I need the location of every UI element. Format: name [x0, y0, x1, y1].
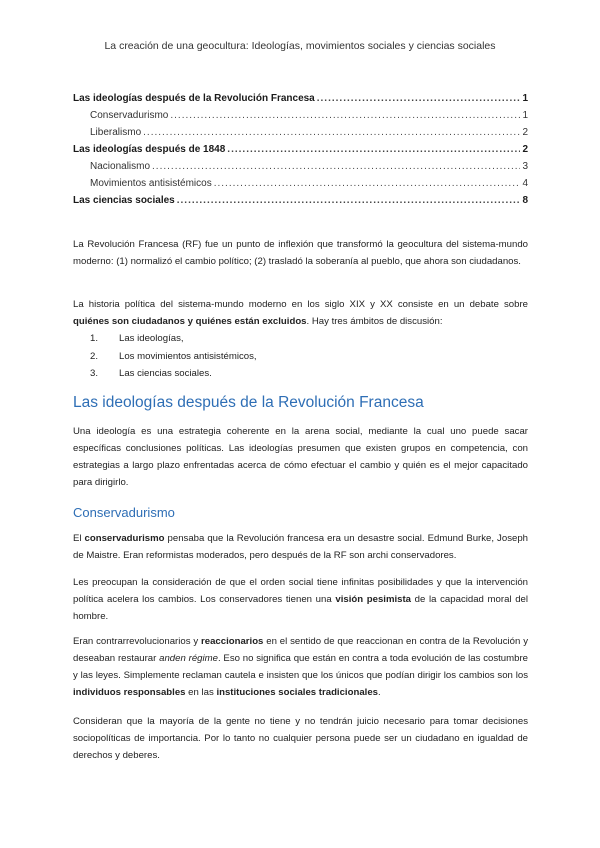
table-of-contents — [73, 93, 528, 212]
emphasis-text: conservadurismo — [84, 533, 165, 544]
list-item — [73, 330, 528, 348]
emphasis-text: visión pesimista — [335, 594, 412, 605]
toc-entry-page: 2 — [522, 127, 528, 138]
list-item — [73, 365, 528, 383]
list-item-text: Los movimientos antisistémicos, — [119, 350, 257, 362]
running-header: La creación de una geocultura: Ideologías, movimientos sociales y ciencias sociales — [104, 40, 496, 52]
emphasis-text: instituciones sociales tradicionales — [216, 687, 378, 698]
text-run: Eran contrarrevolucionarios y — [73, 636, 201, 647]
conservadurismo-paragraph — [73, 530, 528, 564]
text-run: en las — [185, 687, 217, 698]
toc-entry-page: 3 — [522, 161, 528, 172]
toc-entry[interactable] — [73, 195, 528, 212]
toc-entry-page: 1 — [522, 93, 528, 104]
toc-leader-dots — [170, 110, 520, 121]
toc-entry-label: Las ideologías después de la Revolución Francesa — [73, 93, 315, 104]
text-run: . Eso no significa que están en contra a toda evolución de las costumbre y las leyes. Simplemente reclaman cautela e insisten que los únicos que podían dirigir los cambios son los — [73, 653, 528, 681]
list-number: 3. — [90, 368, 99, 379]
list-item — [73, 348, 528, 366]
toc-entry[interactable] — [73, 127, 528, 144]
toc-entry-label: Nacionalismo — [90, 161, 151, 172]
toc-entry-page: 2 — [522, 144, 528, 155]
subsection-heading: Conservadurismo — [73, 505, 175, 520]
text-run: Les preocupan la consideración de que el orden social tiene infinitas posibilidades y que la intervención política acelera los cambios. Los conservadores tienen una — [73, 577, 528, 605]
list-number: 1. — [90, 333, 99, 344]
toc-entry[interactable] — [73, 110, 528, 127]
intro-paragraph: La Revolución Francesa (RF) fue un punto de inflexión que transformó la geocultura del sistema-mundo moderno: (1) normalizó el cambio político; (2) trasladó la soberanía al pueblo, que ahora son ciudadanos. — [73, 239, 528, 267]
toc-entry-page: 4 — [522, 178, 528, 189]
toc-entry-page: 1 — [522, 110, 528, 121]
toc-entry-page: 8 — [522, 195, 528, 206]
toc-leader-dots — [152, 161, 520, 172]
text-run: . — [378, 687, 381, 698]
toc-leader-dots — [227, 144, 520, 155]
emphasis-text: quiénes son ciudadanos y quiénes están excluidos — [73, 316, 307, 327]
intro-paragraph-citizens — [73, 296, 528, 330]
conservadurismo-paragraph — [73, 574, 528, 625]
text-run: de la capacidad moral del hombre. — [73, 594, 528, 622]
list-item-text: Las ideologías, — [119, 333, 184, 344]
section-heading: Las ideologías después de la Revolución Francesa — [73, 394, 424, 411]
italic-text: anden régime — [159, 653, 218, 664]
conservadurismo-paragraph — [73, 633, 528, 701]
toc-leader-dots — [143, 127, 520, 138]
toc-entry-label: Las ciencias sociales — [73, 195, 175, 206]
toc-entry[interactable] — [73, 144, 528, 161]
toc-entry[interactable] — [73, 93, 528, 110]
toc-entry-label: Las ideologías después de 1848 — [73, 144, 226, 155]
text-run: El — [73, 533, 85, 544]
toc-leader-dots — [177, 195, 521, 206]
conservadurismo-paragraph: Consideran que la mayoría de la gente no tiene y no tendrán juicio necesario para tomar decisiones sociopolíticas de importancia. Por lo tanto no cualquier persona puede ser un ciudadano en igualdad de derechos y deberes. — [73, 716, 528, 761]
numbered-list — [73, 330, 528, 383]
toc-entry[interactable] — [73, 161, 528, 178]
text-run: en el sentido de que reaccionan en contra de la Revolución y deseaban restaurar — [73, 636, 528, 664]
text-run: pensaba que la Revolución francesa era un desastre social. Edmund Burke, Joseph de Maistre. Eran reformistas moderados, pero después de la RF son archi conservadores. — [73, 533, 528, 561]
list-number: 2. — [90, 350, 99, 362]
toc-leader-dots — [214, 178, 521, 189]
toc-leader-dots — [317, 93, 521, 104]
list-item-text: Las ciencias sociales. — [119, 368, 212, 379]
emphasis-text: individuos responsables — [73, 687, 186, 698]
toc-entry-label: Liberalismo — [90, 127, 142, 138]
text-run: . Hay tres ámbitos de discusión: — [306, 316, 443, 327]
emphasis-text: reaccionarios — [201, 636, 264, 647]
toc-entry[interactable] — [73, 178, 528, 195]
toc-entry-label: Movimientos antisistémicos — [90, 178, 212, 189]
section-paragraph: Una ideología es una estrategia coherente en la arena social, mediante la cual uno puede sacar específicas conclusiones políticas. Las ideologías presumen que existen grupos en competencia, con estrategias a largo plazo enfrentadas acerca de cómo efectuar el cambio y quién es el mejor capacitado para dirigirlo. — [73, 426, 528, 488]
text-run: La historia política del sistema-mundo moderno en los siglo XIX y XX consiste en un debate sobre — [73, 299, 528, 310]
toc-entry-label: Conservadurismo — [90, 110, 169, 121]
